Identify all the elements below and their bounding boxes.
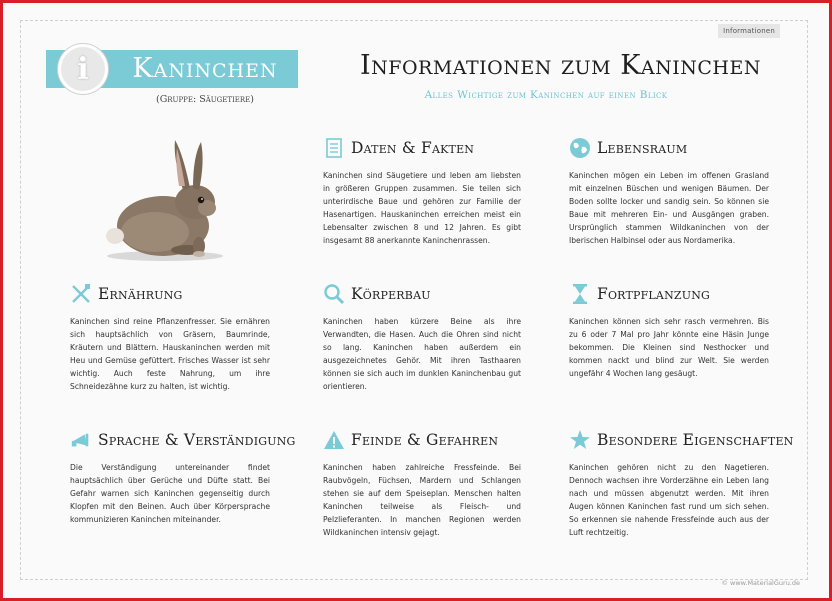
hourglass-icon [569,283,591,305]
section-feinde [323,427,521,540]
star-icon [569,429,591,451]
info-icon [58,44,108,94]
section-title: Lebensraum [597,139,688,157]
page-title: Informationen zum Kaninchen [360,50,761,81]
section-title: Körperbau [351,285,431,303]
fork-knife-icon [70,283,92,305]
banner-title: Kaninchen [132,53,278,84]
section-header [323,427,521,453]
section-lebensraum [569,135,769,248]
section-title: Fortpflanzung [597,285,711,303]
info-glyph: i [77,51,89,87]
megaphone-icon [70,429,92,451]
page-subtitle: Alles Wichtige zum Kaninchen auf einen Blick [424,89,668,101]
section-title: Feinde & Gefahren [351,431,499,449]
section-fortpflanzung [569,281,769,380]
section-koerperbau [323,281,521,394]
section-title: Sprache & Verständigung [98,431,296,449]
section-ernaehrung [70,281,270,394]
category-tag: Informationen [718,24,780,38]
warning-icon [323,429,345,451]
rabbit-image [95,128,235,268]
footer-copyright: © www.MaterialGuru.de [721,579,800,587]
section-header [569,135,769,161]
section-title: Daten & Fakten [351,139,475,157]
section-text: Kaninchen haben kürzere Beine als ihre Verwandten, die Hasen. Auch die Ohren sind nicht so lang. Kaninchen haben außerdem ein ausgezeichnetes Gehör. Mit ihren Tasthaaren können sie sich auch im dunklen Kaninchenbau gut orientieren. [323,317,521,392]
section-title: Besondere Eigenschaften [597,431,794,449]
section-header [569,281,769,307]
section-besondere [569,427,794,540]
section-text: Kaninchen gehören nicht zu den Nagetieren. Dennoch wachsen ihre Vorderzähne ein Leben lang nach und müssen abgenutzt werden. Mit ihren Augen können Kaninchen fast rund um sich sehen. So erkennen sie nahende Fressfeinde auch aus der Luft rechtzeitig. [569,463,769,538]
section-sprache [70,427,296,526]
section-header [70,281,270,307]
section-text: Kaninchen sind reine Pflanzenfresser. Sie ernähren sich hauptsächlich von Gräsern, Baumrinde, Kräutern und Blättern. Hauskaninchen werden mit Heu und Gemüse gefüttert. Frisches Wasser ist sehr wichtig. Auch feste Nahrung, um ihre Schneidezähne kurz zu halten, ist wichtig. [70,317,270,392]
section-header [70,427,296,453]
list-document-icon [323,137,345,159]
section-header [323,135,521,161]
section-text: Kaninchen mögen ein Leben im offenen Grasland mit einzelnen Büschen und wenigen Bäumen. Der Boden sollte locker und sandig sein. So können sie Baue mit mehreren Ein- und Ausgängen graben. Ursprünglich stammen Wildkaninchen von der Iberischen Halbinsel oder aus Nordamerika. [569,171,769,246]
globe-icon [569,137,591,159]
section-text: Kaninchen sind Säugetiere und leben am liebsten in größeren Gruppen zusammen. Sie teilen sich unterirdische Baue und gehören zur Familie der Hasenartigen. Hauskaninchen erreichen meist ein Lebensalter zwischen 8 und 12 Jahren. Es gibt insgesamt 88 anerkannte Kaninchenrassen. [323,171,521,246]
section-text: Die Verständigung untereinander findet hauptsächlich über Gerüche und Düfte statt. Bei Gefahr warnen sich Kaninchen gegenseitig durch Klopfen mit den Beinen. Auch über Körpersprache kommunizieren Kaninchen miteinander. [70,463,270,525]
section-daten-fakten [323,135,521,248]
section-text: Kaninchen können sich sehr rasch vermehren. Bis zu 6 oder 7 Mal pro Jahr könnte eine Häsin Junge bekommen. Die Kleinen sind Nesthocker und kommen nackt und blind zur Welt. Sie werden ungefähr 4 Wochen lang gesäugt. [569,317,769,379]
section-title: Ernährung [98,285,183,303]
magnifier-icon [323,283,345,305]
section-text: Kaninchen haben zahlreiche Fressfeinde. Bei Raubvögeln, Füchsen, Mardern und Schlangen stehen sie auf dem Speiseplan. Menschen halten Kaninchen teilweise als Fleisch- und Pelzlieferanten. In manchen Regionen werden Wildkaninchen intensiv gejagt. [323,463,521,538]
banner-subtitle: (Gruppe: Säugetiere) [155,94,254,105]
section-header [569,427,794,453]
section-header [323,281,521,307]
